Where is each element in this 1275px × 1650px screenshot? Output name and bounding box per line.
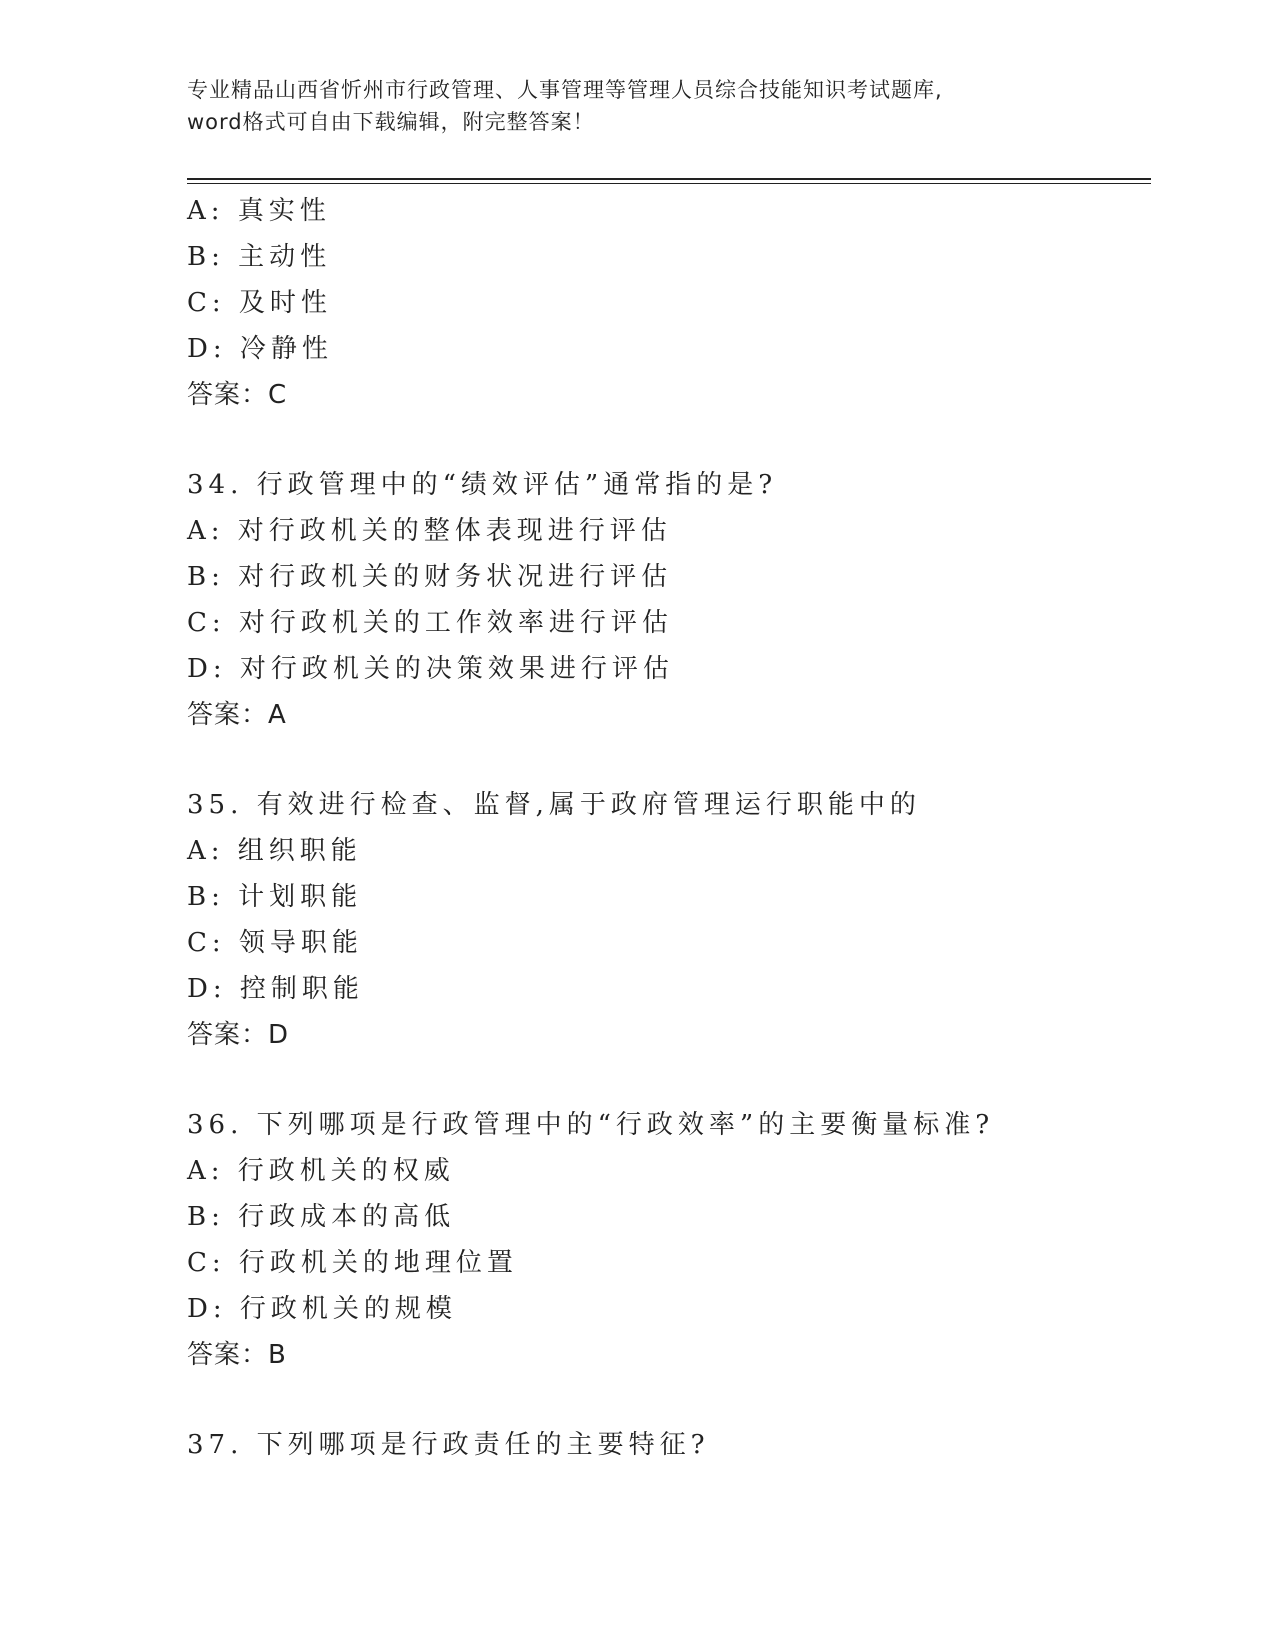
question-text: 36. 下列哪项是行政管理中的“行政效率”的主要衡量标准?	[187, 1110, 995, 1140]
question-text: 35. 有效进行检查、监督,属于政府管理运行职能中的	[187, 790, 921, 820]
answer: 答案：B	[187, 1340, 287, 1370]
option-c: C: 行政机关的地理位置	[187, 1248, 518, 1278]
answer: 答案：A	[187, 700, 287, 730]
option-c: C: 领导职能	[187, 928, 363, 958]
option-d: D: 行政机关的规模	[187, 1294, 457, 1324]
option-b: B: 计划职能	[187, 882, 363, 912]
option-b: B: 主动性	[187, 242, 332, 272]
spacer	[187, 1058, 1151, 1102]
question-36	[187, 1102, 1151, 1378]
option-c: C: 对行政机关的工作效率进行评估	[187, 608, 673, 638]
page-header	[187, 74, 1087, 138]
question-34	[187, 462, 1151, 738]
header-divider	[187, 178, 1151, 184]
answer: 答案：C	[187, 380, 288, 410]
option-a: A: 真实性	[187, 196, 331, 226]
option-b: B: 对行政机关的财务状况进行评估	[187, 562, 673, 592]
spacer	[187, 1378, 1151, 1422]
spacer	[187, 418, 1151, 462]
option-d: D: 控制职能	[187, 974, 364, 1004]
option-d: D: 对行政机关的决策效果进行评估	[187, 654, 674, 684]
header-title-line-1: 专业精品山西省忻州市行政管理、人事管理等管理人员综合技能知识考试题库,	[187, 78, 943, 102]
spacer	[187, 738, 1151, 782]
option-d: D: 冷静性	[187, 334, 333, 364]
option-a: A: 行政机关的权威	[187, 1156, 455, 1186]
question-35	[187, 782, 1151, 1058]
question-list	[187, 188, 1151, 1468]
option-a: A: 组织职能	[187, 836, 362, 866]
question-37	[187, 1422, 1151, 1468]
header-title-line-2: word格式可自由下载编辑，附完整答案！	[187, 110, 595, 134]
option-b: B: 行政成本的高低	[187, 1202, 456, 1232]
question-33	[187, 188, 1151, 418]
question-text: 37. 下列哪项是行政责任的主要特征?	[187, 1430, 710, 1460]
option-c: C: 及时性	[187, 288, 332, 318]
question-text: 34. 行政管理中的“绩效评估”通常指的是?	[187, 470, 778, 500]
answer: 答案：D	[187, 1020, 290, 1050]
option-a: A: 对行政机关的整体表现进行评估	[187, 516, 672, 546]
